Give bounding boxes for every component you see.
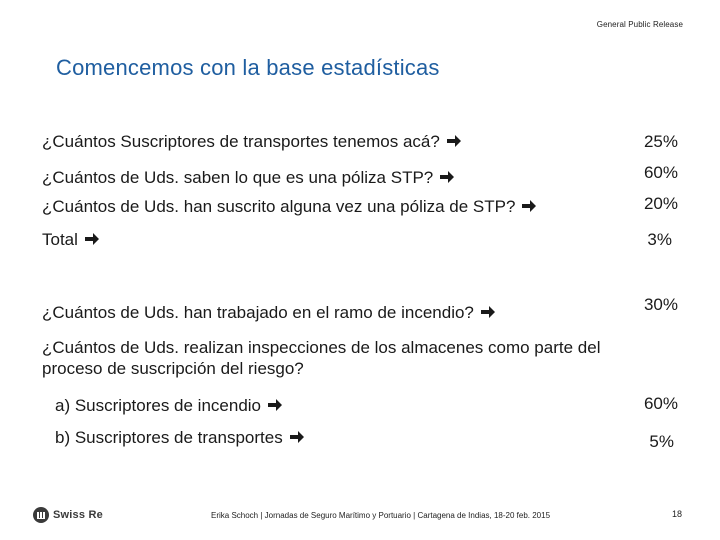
question-text: ¿Cuántos de Uds. han suscrito alguna vez una póliza de STP? xyxy=(42,197,516,216)
value-total: 3% xyxy=(647,230,672,249)
value-ramo-incendio: 30% xyxy=(643,295,678,314)
right-arrow-icon xyxy=(290,430,305,444)
total-label xyxy=(42,230,100,250)
sub-suscriptores-incendio xyxy=(55,396,283,416)
value-suscriptores-transportes-sub: 5% xyxy=(649,432,674,451)
question-text: a) Suscriptores de incendio xyxy=(55,396,262,415)
right-arrow-icon xyxy=(447,134,462,148)
sub-suscriptores-transportes xyxy=(55,428,305,448)
right-arrow-icon xyxy=(522,199,537,213)
right-arrow-icon xyxy=(268,398,283,412)
question-text: ¿Cuántos de Uds. han trabajado en el ramo de incendio? xyxy=(42,303,474,322)
right-arrow-icon xyxy=(440,170,455,184)
page-number: 18 xyxy=(671,509,682,519)
value-saben-poliza-stp: 60% xyxy=(643,163,678,182)
question-suscriptores-transportes xyxy=(42,132,462,152)
question-text: Total xyxy=(42,230,78,249)
release-label: General Public Release xyxy=(596,20,683,29)
question-inspecciones-almacenes xyxy=(42,337,602,379)
right-arrow-icon xyxy=(85,232,100,246)
swiss-re-logo-icon xyxy=(33,507,49,523)
question-text: ¿Cuántos de Uds. saben lo que es una póliza STP? xyxy=(42,168,434,187)
value-suscriptores-transportes: 25% xyxy=(643,132,678,151)
value-suscriptores-incendio: 60% xyxy=(643,394,678,413)
logo-text: Swiss Re xyxy=(53,509,103,521)
value-suscrito-poliza-stp: 20% xyxy=(643,194,678,213)
question-text: ¿Cuántos Suscriptores de transportes tenemos acá? xyxy=(42,132,440,151)
right-arrow-icon xyxy=(481,305,496,319)
question-ramo-incendio xyxy=(42,303,496,323)
footer-credit: Erika Schoch | Jornadas de Seguro Marítimo y Portuario | Cartagena de Indias, 18-20 feb. 2015 xyxy=(211,511,551,520)
question-text: ¿Cuántos de Uds. realizan inspecciones de los almacenes como parte del proceso de suscripción del riesgo? xyxy=(42,338,601,378)
swiss-re-logo xyxy=(33,507,103,523)
question-text: b) Suscriptores de transportes xyxy=(55,428,283,447)
question-saben-poliza-stp xyxy=(42,168,455,188)
question-suscrito-poliza-stp xyxy=(42,197,537,217)
slide-title: Comencemos con la base estadísticas xyxy=(56,55,440,80)
